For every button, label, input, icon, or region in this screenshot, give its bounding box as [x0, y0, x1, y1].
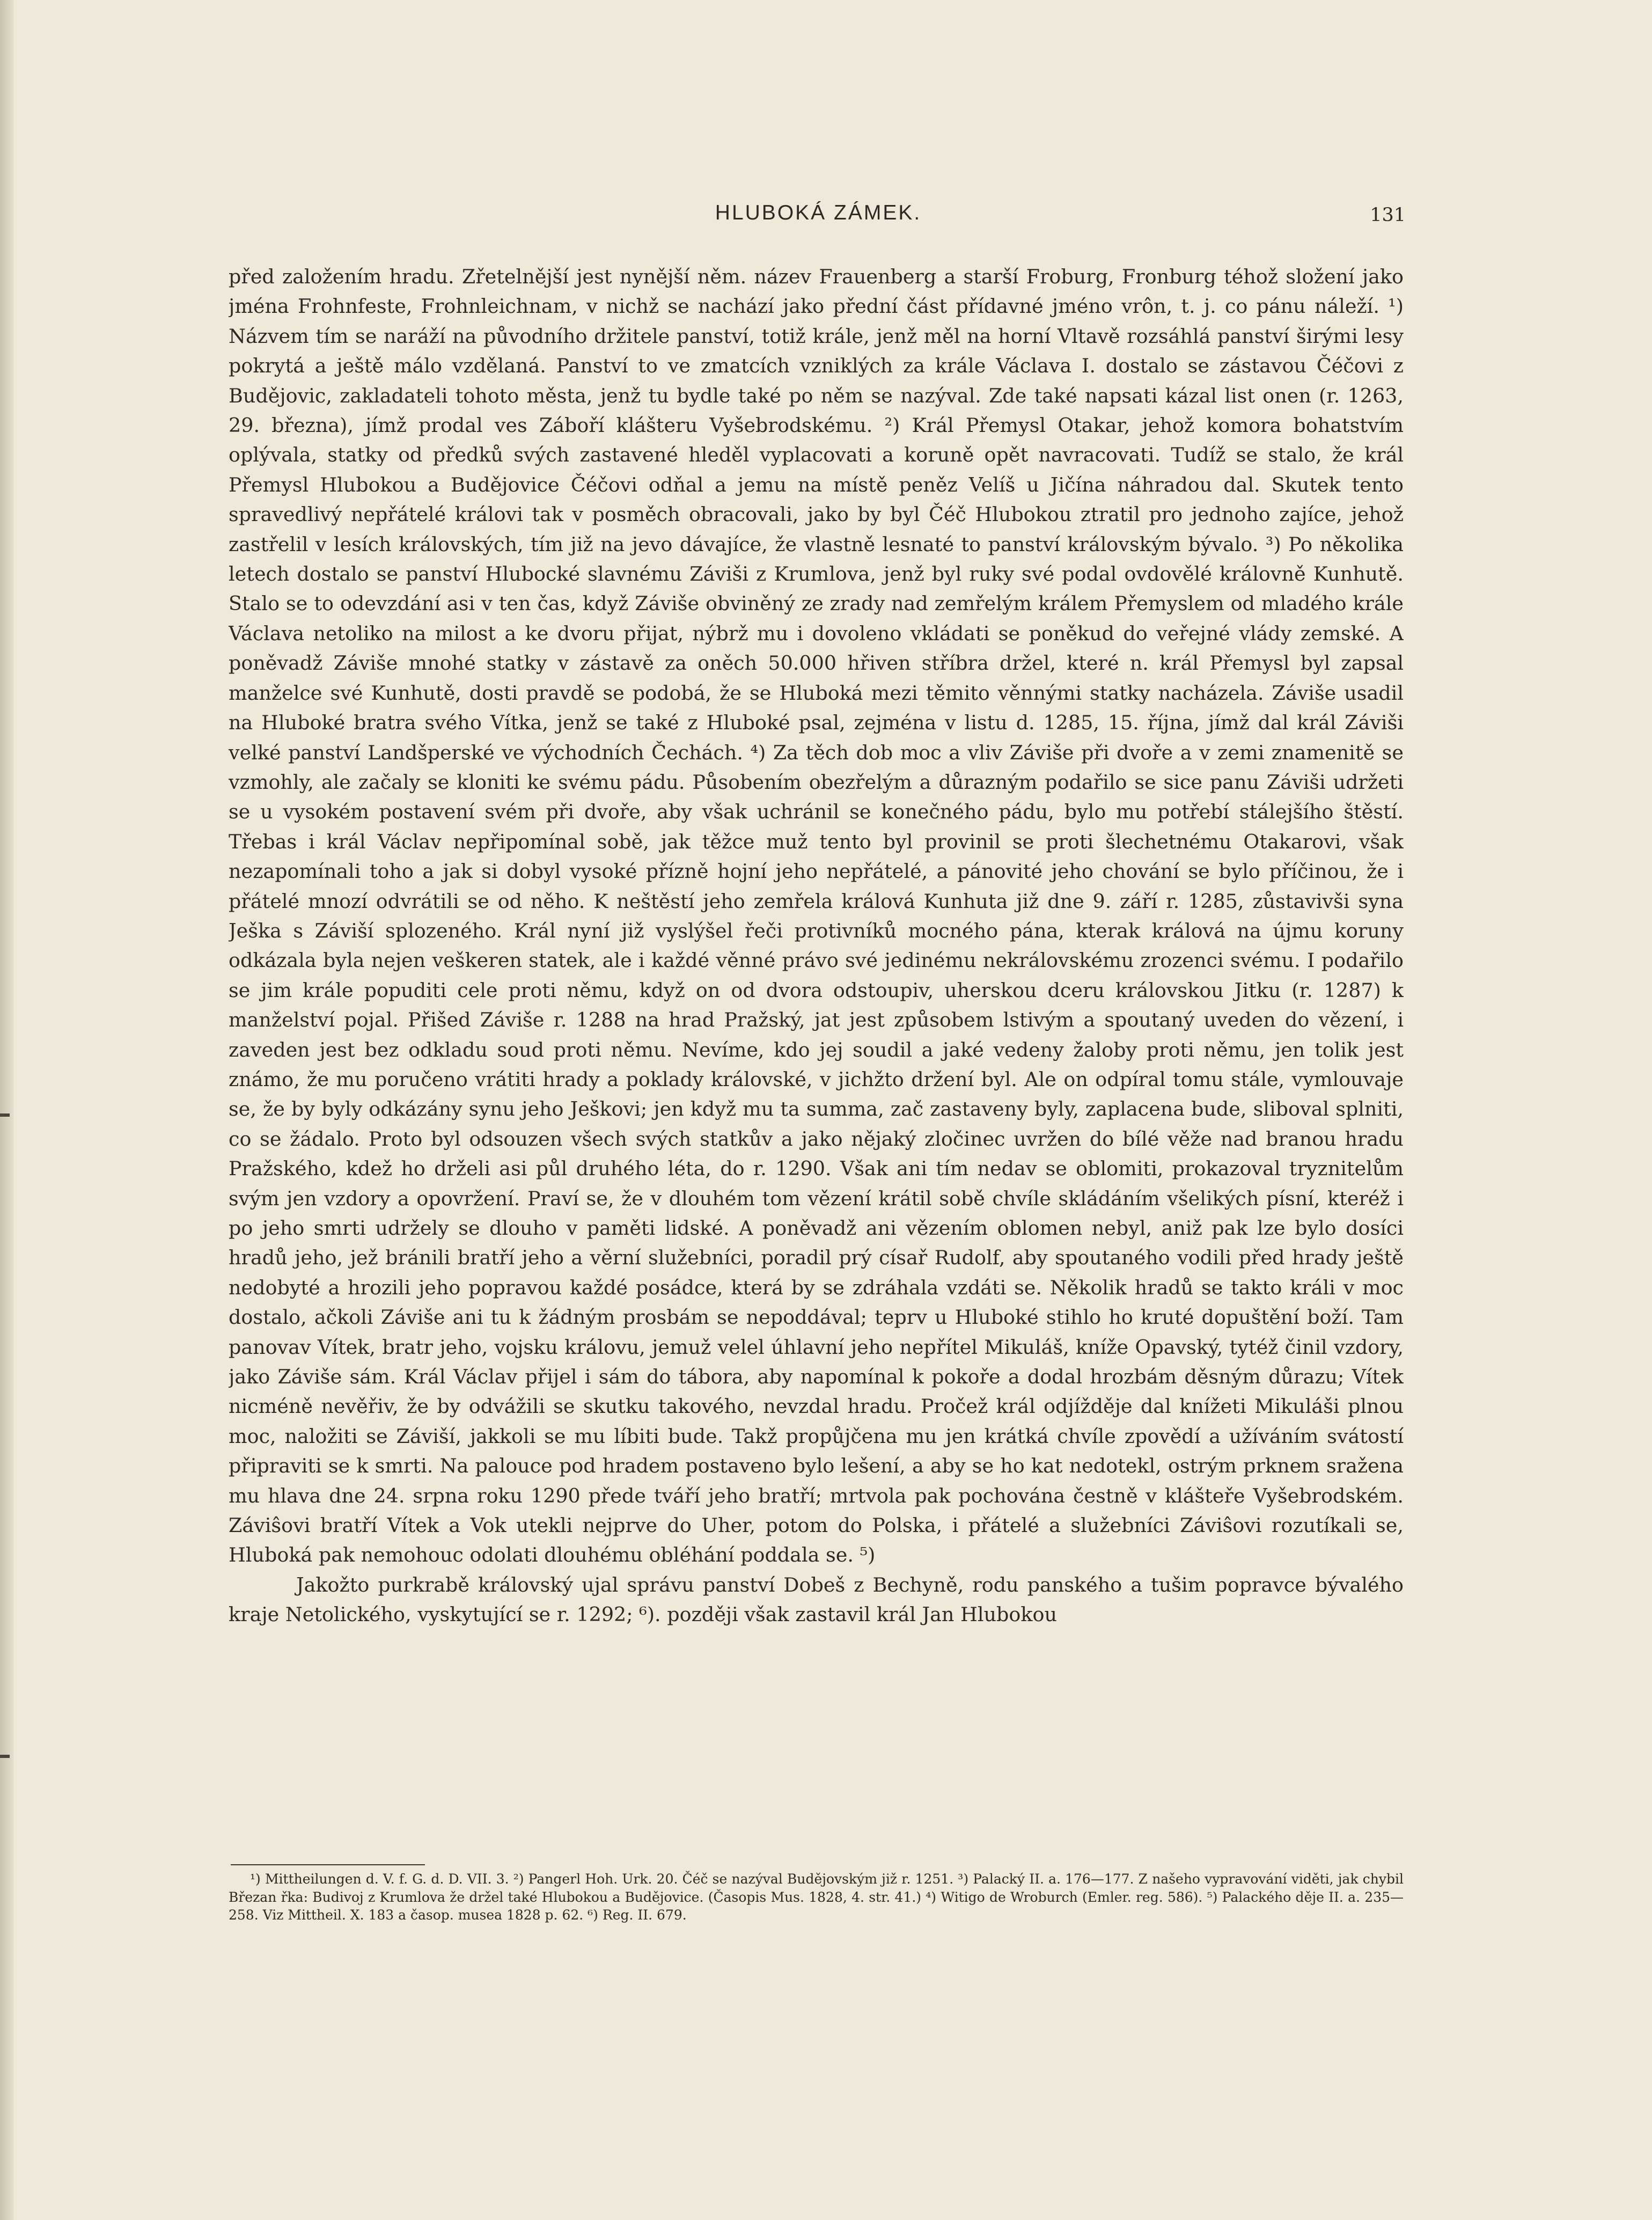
paragraph: Jakožto purkrabě královský ujal správu panství Dobeš z Bechyně, rodu panského a tušim popravce bývalého kraje Netolického, vyskytující se r. 1292; ⁶). později však zastavil král Jan Hlubokou: [229, 1573, 1404, 1626]
footnote-text: ¹) Mittheilungen d. V. f. G. d. D. VII. 3. ²) Pangerl Hoh. Urk. 20. Čéč se nazýval Budějovským již r. 1251. ³) Palacký II. a. 176—177. Z našeho vypravování viděti, jak chybil Březan řka: Budivoj z Krumlova že držel také Hlubokou a Budějovice. (Časopis Mus. 1828, 4. str. 41.) ⁴) Witigo de Wroburch (Emler. reg. 586). ⁵) Palackého děje II. a. 235—258. Viz Mittheil. X. 183 a časop. musea 1828 p. 62. ⁶) Reg. II. 679.: [229, 1871, 1404, 1923]
footnote-rule: [231, 1864, 425, 1865]
body-text: [229, 262, 1404, 1846]
paragraph: před založením hradu. Zřetelnější jest nynější něm. název Frauenberg a starší Froburg, Fronburg téhož složení jako jména Frohnfeste, Frohnleichnam, v nichž se nachází jako přední část přídavné jméno vrôn, t. j. co pánu náleží. ¹) Názvem tím se naráží na původního držitele panství, totiž krále, jenž měl na horní Vltavě rozsáhlá panství širými lesy pokrytá a ještě málo vzdělaná. Panství to ve zmatcích vzniklých za krále Václava I. dostalo se zástavou Čéčovi z Budějovic, zakladateli tohoto města, jenž tu bydle také po něm se nazýval. Zde také napsati kázal list onen (r. 1263, 29. března), jímž prodal ves Záboří klášteru Vyšebrodskému. ²) Král Přemysl Otakar, jehož komora bohatstvím oplývala, statky od předků svých zastavené hleděl vyplacovati a koruně opět navracovati. Tudíž se stalo, že král Přemysl Hlubokou a Budějovice Čéčovi odňal a jemu na místě peněz Velíš u Jičína náhradou dal. Skutek tento spravedlivý nepřátelé královi tak v posměch obracovali, jako by byl Čéč Hlubokou ztratil pro jednoho zajíce, jehož zastřelil v lesích královských, tím již na jevo dávajíce, že vlastně lesnaté to panství královským bývalo. ³) Po několika letech dostalo se panství Hlubocké slavnému Záviši z Krumlova, jenž byl ruky své podal ovdovělé královně Kunhutě. Stalo se to odevzdání asi v ten čas, když Záviše obviněný ze zrady nad zemřelým králem Přemyslem od mladého krále Václava netoliko na milost a ke dvoru přijat, nýbrž mu i dovoleno vkládati se poněkud do veřejné vlády zemské. A poněvadž Záviše mnohé statky v zástavě za oněch 50.000 hřiven stříbra držel, které n. král Přemysl byl zapsal manželce své Kunhutě, dosti pravdě se podobá, že se Hluboká mezi těmito věnnými statky nacházela. Záviše usadil na Hluboké bratra svého Vítka, jenž se také z Hluboké psal, zejména v listu d. 1285, 15. října, jímž dal král Záviši velké panství Landšperské ve východních Čechách. ⁴) Za těch dob moc a vliv Záviše při dvoře a v zemi znamenitě se vzmohly, ale začaly se kloniti ke svému pádu. Působením obezřelým a důrazným podařilo se sice panu Záviši udržeti se u vysokém postavení svém při dvoře, aby však uchránil se konečného pádu, bylo mu potřebí stálejšího štěstí. Třebas i král Václav nepřipomínal sobě, jak těžce muž tento byl provinil se proti šlechetnému Otakarovi, však nezapomínali toho a jak si dobyl vysoké přízně hojní jeho nepřátelé, a pánovité jeho chování se bylo příčinou, že i přátelé mnozí odvrátili se od něho. K neštěstí jeho zemřela králová Kunhuta již dne 9. září r. 1285, zůstavivši syna Ješka s Záviší splozeného. Král nyní již vyslýšel řeči protivníků mocného pána, kterak králová na újmu koruny odkázala byla nejen veškeren statek, ale i každé věnné právo své jedinému nekrálovskému zrozenci svému. I podařilo se jim krále popuditi cele proti němu, když on od dvora odstoupiv, uherskou dceru královskou Jitku (r. 1287) k manželství pojal. Přišed Záviše r. 1288 na hrad Pražský, jat jest způsobem lstivým a spoutaný uveden do vězení, i zaveden jest bez odkladu soud proti němu. Nevíme, kdo jej soudil a jaké vedeny žaloby proti němu, jen tolik jest známo, že mu poručeno vrátiti hrady a poklady královské, v jichžto držení byl. Ale on odpíral tomu stále, vymlouvaje se, že by byly odkázány synu jeho Ješkovi; jen když mu ta summa, zač zastaveny byly, zaplacena bude, sliboval splniti, co se žádalo. Proto byl odsouzen všech svých statkův a jako nějaký zločinec uvržen do bílé věže nad branou hradu Pražského, kdež ho drželi asi půl druhého léta, do r. 1290. Však ani tím nedav se oblomiti, prokazoval tryznitelům svým jen vzdory a opovržení. Praví se, že v dlouhém tom vězení krátil sobě chvíle skládáním všelikých písní, kteréž i po jeho smrti udržely se dlouho v paměti lidské. A poněvadž ani vězením oblomen nebyl, aniž pak lze bylo dosíci hradů jeho, jež bránili bratří jeho a věrní služebníci, poradil prý císař Rudolf, aby spoutaného vodili před hrady ještě nedobyté a hrozili jeho popravou každé posádce, která by se zdráhala vzdáti se. Několik hradů se takto králi v moc dostalo, ačkoli Záviše ani tu k žádným prosbám se nepoddával; teprv u Hluboké stihlo ho kruté dopuštění boží. Tam panovav Vítek, bratr jeho, vojsku královu, jemuž velel úhlavní jeho nepřítel Mikuláš, kníže Opavský, tytéž činil vzdory, jako Záviše sám. Král Václav přijel i sám do tábora, aby napomínal k pokoře a dodal hrozbám děsným důrazu; Vítek nicméně nevěřiv, že by odvážili se skutku takového, nevzdal hradu. Pročež král odjížděje dal knížeti Mikuláši plnou moc, naložiti se Záviší, jakkoli se mu líbiti bude. Takž propůjčena mu jen krátká chvíle zpovědí a užíváním svátostí připraviti se k smrti. Na palouce pod hradem postaveno bylo lešení, a aby se ho kat nedotekl, ostrým prknem sražena mu hlava dne 24. srpna roku 1290 přede tváří jeho bratří; mrtvola pak pochována čestně v klášteře Vyšebrodském. Záviŝovi bratří Vítek a Vok utekli nejprve do Uher, potom do Polska, i přátelé a služebníci Záviŝovi rozutíkali se, Hluboká pak nemohouc odolati dlouhému obléhání poddala se. ⁵): [229, 265, 1404, 1567]
running-title: HLUBOKÁ ZÁMEK.: [715, 201, 922, 224]
page-header: [231, 201, 1406, 233]
footnotes: [229, 1870, 1404, 1951]
page-number: 131: [1370, 204, 1406, 226]
binding-mark: [0, 1113, 10, 1117]
binding-mark: [0, 1755, 10, 1758]
page-gutter-shadow: [0, 0, 14, 2220]
